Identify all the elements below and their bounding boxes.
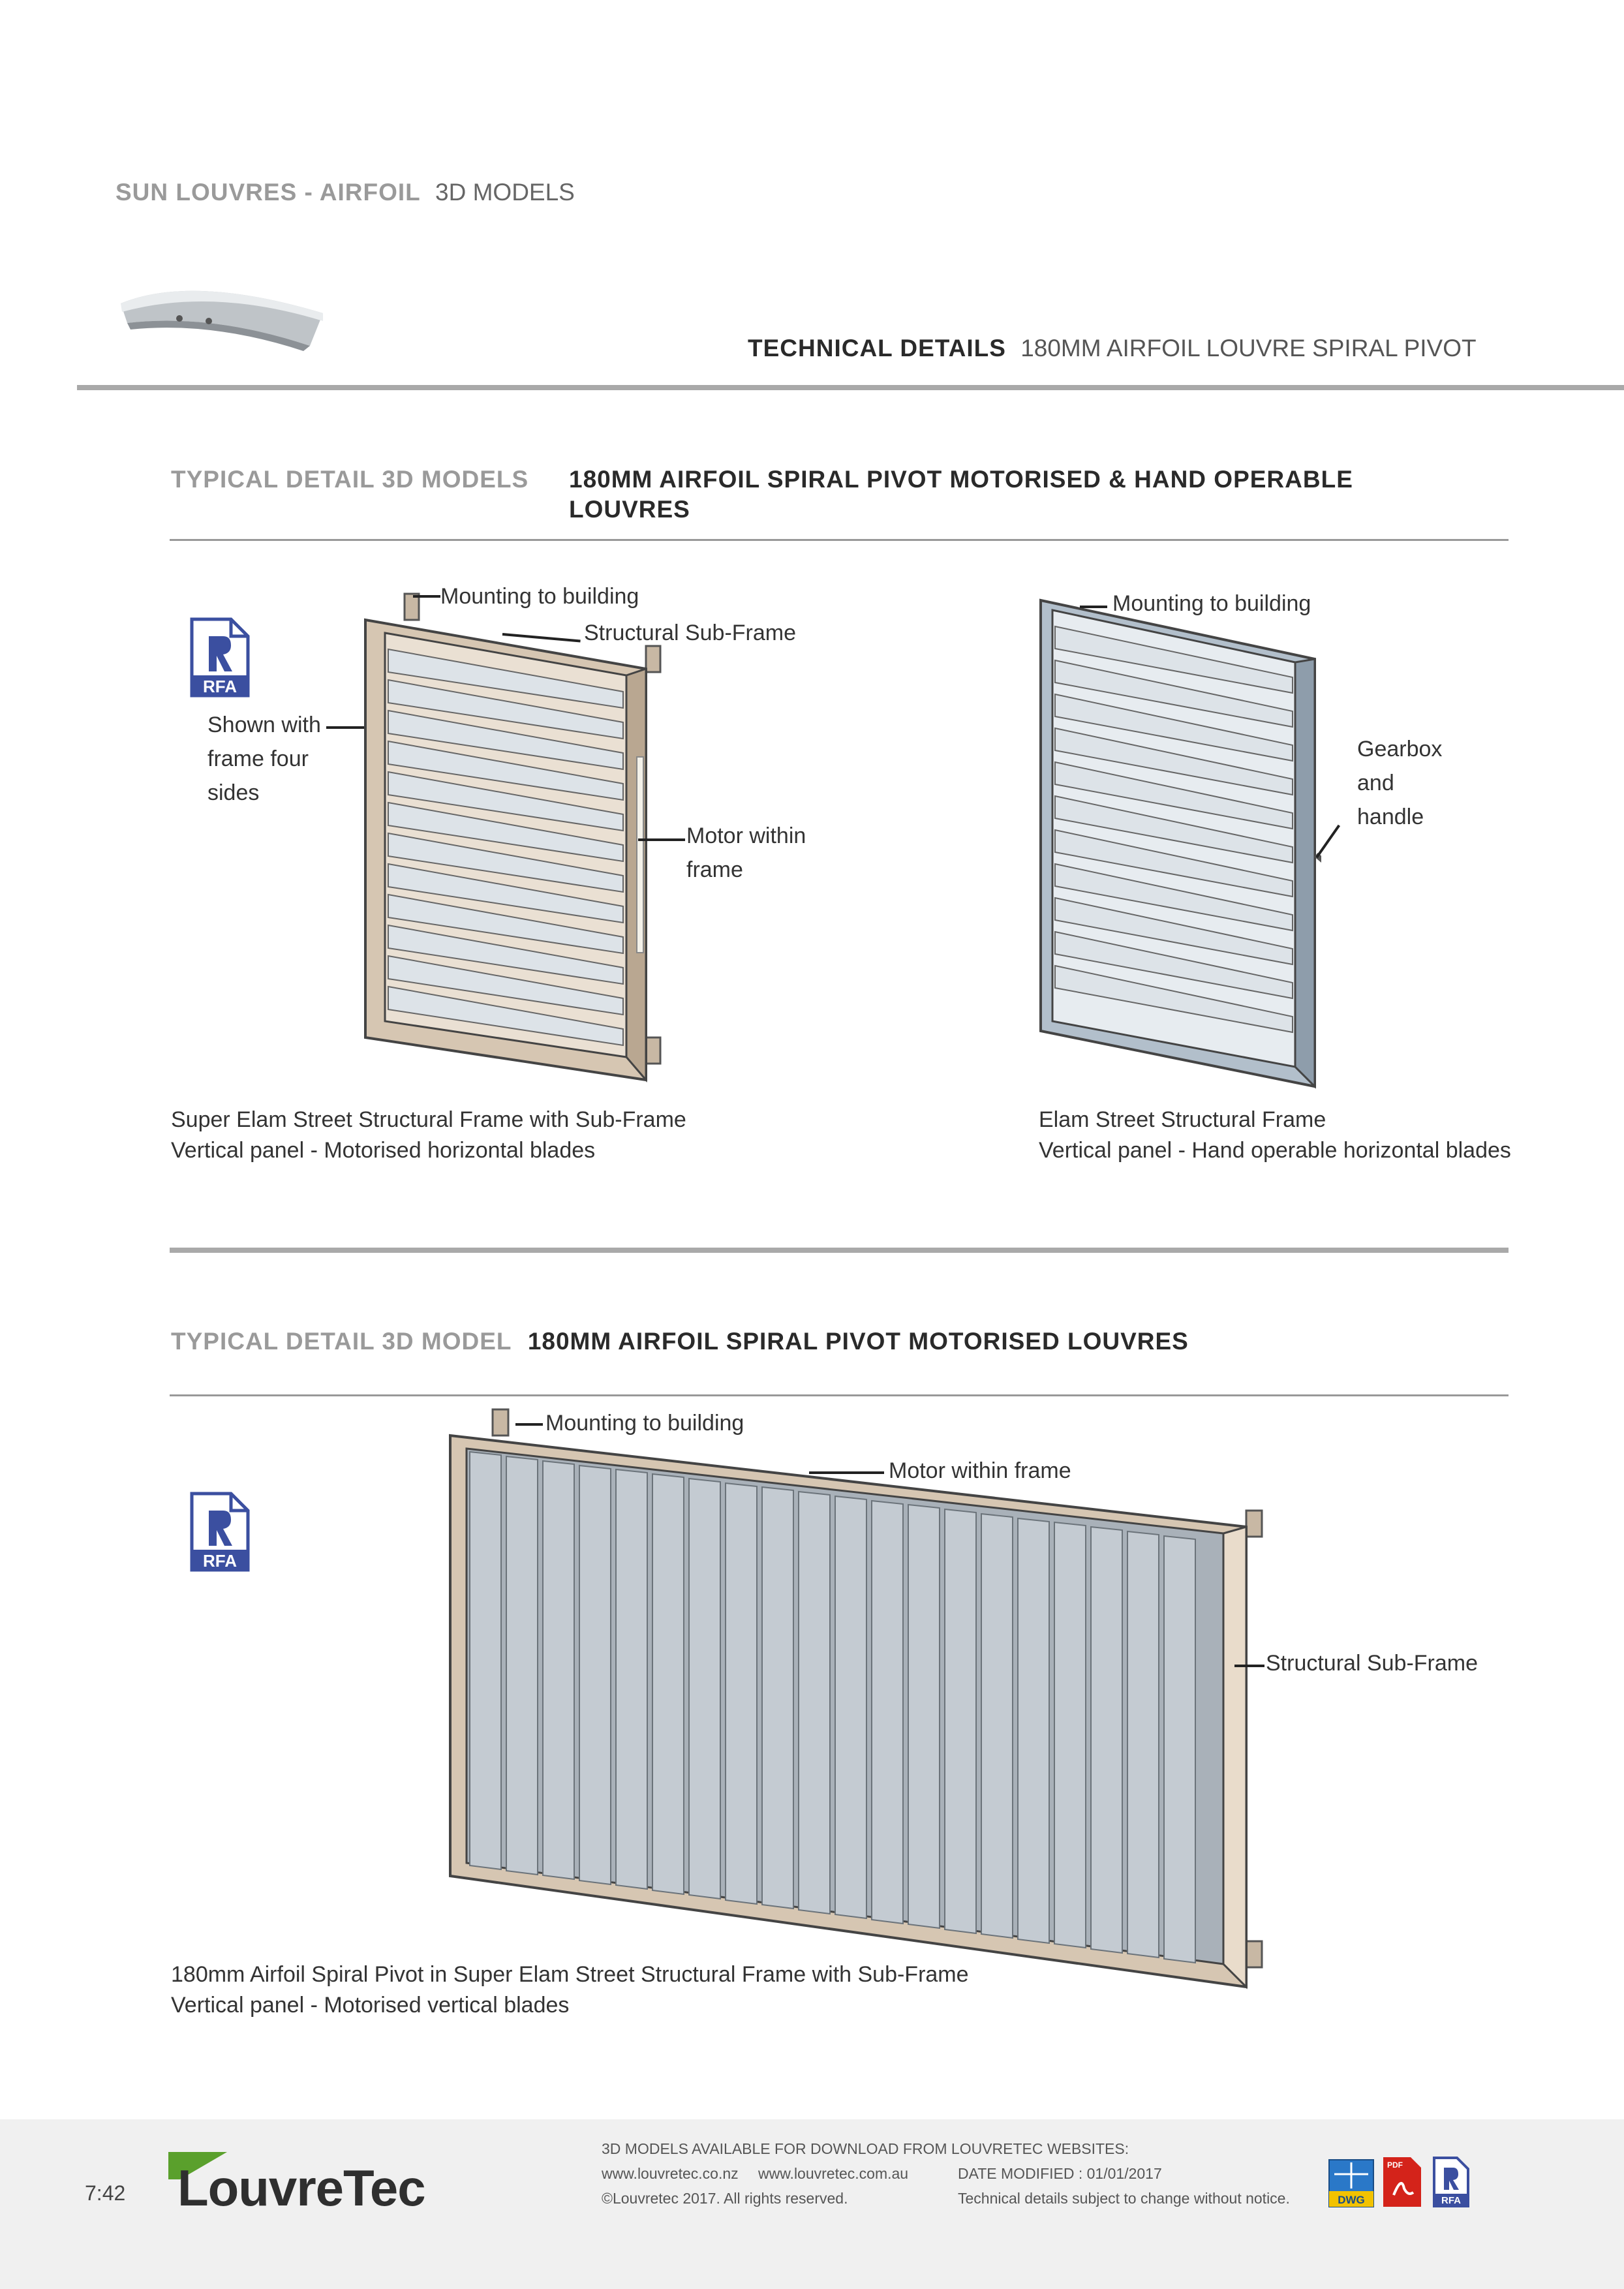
rfa-file-icon[interactable]	[189, 617, 251, 698]
section2-label: TYPICAL DETAIL 3D MODEL	[171, 1328, 512, 1355]
callout-motor-left	[686, 819, 806, 887]
pdf-badge-text: PDF	[1387, 2160, 1403, 2170]
caption-line: Vertical panel - Motorised vertical blades	[171, 1993, 570, 2018]
airfoil-product-image	[114, 274, 329, 352]
page-number: 7:42	[85, 2181, 126, 2205]
leader-line	[515, 1423, 543, 1426]
section1-label: TYPICAL DETAIL 3D MODELS	[171, 466, 529, 493]
footer-download-text: 3D MODELS AVAILABLE FOR DOWNLOAD FROM LOUVRETEC WEBSITES:	[602, 2140, 1129, 2157]
brand-name: LouvreTec	[177, 2159, 425, 2217]
section-divider	[170, 1248, 1509, 1253]
section1-title	[569, 465, 1353, 525]
callout-gearbox-line: and	[1357, 771, 1394, 795]
tech-value: 180MM AIRFOIL LOUVRE SPIRAL PIVOT	[1020, 335, 1477, 361]
callout-motor-line: frame	[686, 857, 743, 882]
gearbox-handle	[1316, 855, 1321, 881]
leader-line	[326, 726, 364, 729]
category-label: SUN LOUVRES - AIRFOIL	[115, 179, 421, 206]
callout-gearbox-line: Gearbox	[1357, 737, 1443, 761]
caption-line: Vertical panel - Hand operable horizontal blades	[1039, 1138, 1511, 1163]
callout-subframe-bottom: Structural Sub-Frame	[1266, 1651, 1478, 1676]
section1-title-line1: 180MM AIRFOIL SPIRAL PIVOT MOTORISED & HAND OPERABLE	[569, 466, 1353, 493]
leader-line	[413, 595, 440, 598]
header-divider	[77, 385, 1624, 390]
caption-line: Elam Street Structural Frame	[1039, 1107, 1326, 1132]
callout-motor-line: Motor within	[686, 823, 806, 848]
footer-website-nz[interactable]: www.louvretec.co.nz	[602, 2165, 739, 2182]
bottom-model-caption	[171, 1959, 969, 2021]
subcategory-label: 3D MODELS	[435, 179, 575, 206]
callout-gearbox-line: handle	[1357, 805, 1424, 829]
callout-gearbox	[1357, 732, 1442, 834]
rfa-file-icon[interactable]	[189, 1491, 251, 1573]
left-louvre-model	[359, 587, 685, 1083]
right-model-caption	[1039, 1105, 1511, 1166]
callout-subframe-left: Structural Sub-Frame	[584, 621, 796, 645]
section1-title-line2: LOUVRES	[569, 496, 690, 523]
caption-line: 180mm Airfoil Spiral Pivot in Super Elam Street Structural Frame with Sub-Frame	[171, 1962, 969, 1987]
rfa-badge-text: RFA	[203, 1551, 237, 1571]
callout-mounting-right: Mounting to building	[1112, 591, 1311, 616]
leader-line	[1080, 606, 1107, 608]
section1-heading	[171, 465, 529, 495]
callout-motor-bottom: Motor within frame	[889, 1458, 1071, 1483]
footer-copyright: ©Louvretec 2017. All rights reserved.	[602, 2190, 848, 2207]
footer-website-au[interactable]: www.louvretec.com.au	[758, 2165, 909, 2182]
section2-heading	[171, 1328, 1189, 1355]
wide-louvre-model	[444, 1406, 1279, 1993]
left-model-caption	[171, 1105, 686, 1166]
technical-details-heading	[748, 335, 1477, 362]
section1-divider	[170, 539, 1509, 541]
section2-divider	[170, 1394, 1509, 1396]
right-louvre-model	[1034, 594, 1321, 1090]
rfa-small-file-icon[interactable]	[1432, 2156, 1470, 2208]
rfa-small-badge-text: RFA	[1441, 2195, 1461, 2206]
callout-shown-line: sides	[207, 780, 260, 805]
rfa-badge-text: RFA	[203, 677, 237, 696]
leader-line	[1234, 1665, 1264, 1667]
leader-line	[638, 838, 685, 841]
callout-shown-line: Shown with	[207, 713, 321, 737]
dwg-badge-text: DWG	[1338, 2194, 1365, 2206]
callout-shown-with-frame	[207, 708, 321, 810]
leader-line	[809, 1471, 884, 1474]
caption-line: Super Elam Street Structural Frame with Sub-Frame	[171, 1107, 686, 1132]
section2-title: 180MM AIRFOIL SPIRAL PIVOT MOTORISED LOUVRES	[527, 1328, 1189, 1355]
callout-mounting-left: Mounting to building	[440, 584, 639, 609]
tech-label: TECHNICAL DETAILS	[748, 335, 1006, 361]
caption-line: Vertical panel - Motorised horizontal blades	[171, 1138, 596, 1163]
page-header	[115, 179, 575, 206]
callout-mounting-bottom: Mounting to building	[545, 1411, 744, 1436]
dwg-file-icon[interactable]	[1328, 2158, 1375, 2208]
callout-shown-line: frame four	[207, 746, 309, 771]
pdf-file-icon[interactable]	[1382, 2156, 1422, 2208]
footer-disclaimer: Technical details subject to change without notice.	[958, 2190, 1290, 2207]
footer-date-modified: DATE MODIFIED : 01/01/2017	[958, 2165, 1162, 2182]
